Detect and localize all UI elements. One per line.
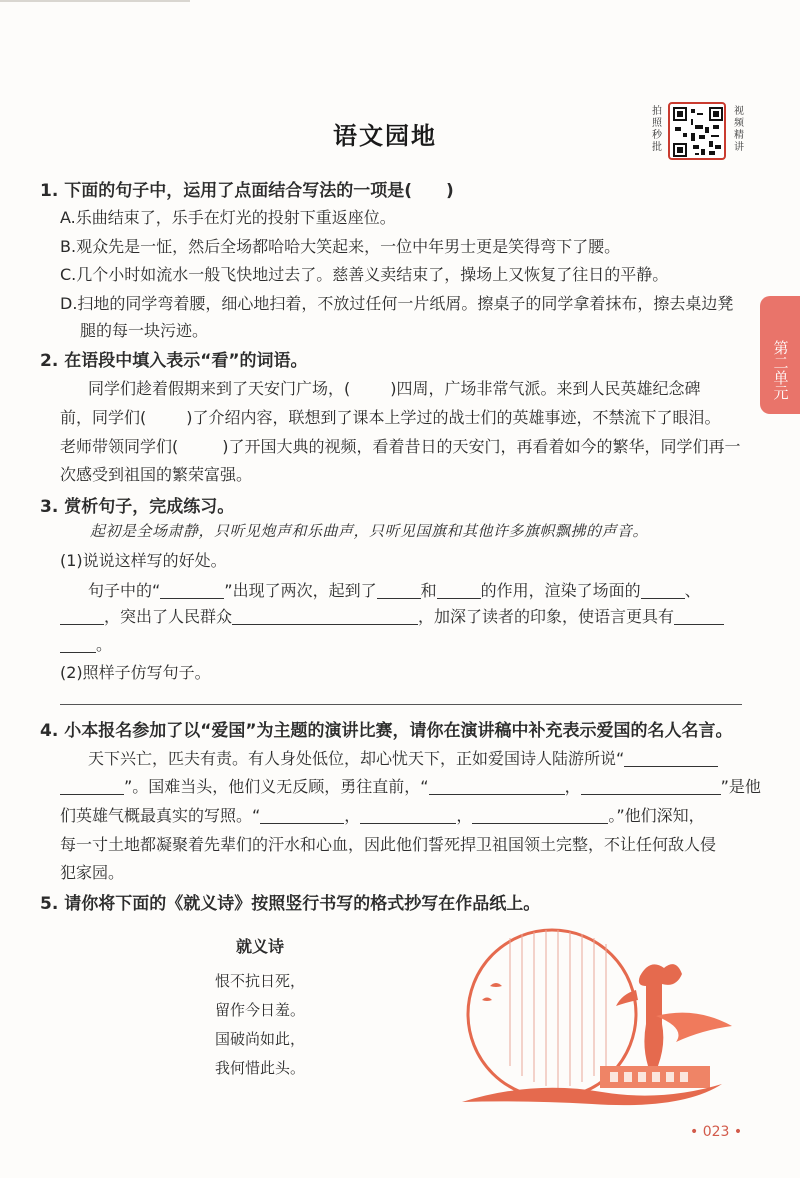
q4-text: ”是他 — [720, 777, 761, 796]
q4-blank-6[interactable] — [360, 806, 456, 824]
q2-text: 前，同学们( — [60, 408, 147, 427]
poem-title: 就义诗 — [235, 937, 284, 956]
q4-blank-4[interactable] — [581, 777, 721, 795]
q2-text: )四周，广场非常气派。来到人民英雄纪念碑 — [390, 379, 701, 398]
q2-line-2 — [60, 405, 721, 428]
q5-stem: 5. 请你将下面的《就义诗》按照竖行书写的格式抄写在作品纸上。 — [40, 894, 541, 914]
q2-text: 同学们趁着假期来到了天安门广场，( — [88, 379, 351, 398]
q2-text: 老师带领同学们( — [60, 437, 179, 456]
poem-line: 我何惜此头。 — [214, 1059, 305, 1077]
poem-line: 留作今日羞。 — [214, 1001, 305, 1019]
writing-paper-illustration[interactable] — [460, 916, 750, 1110]
q2-text: )了介绍内容，联想到了课本上学过的战士们的英雄事迹，不禁流下了眼泪。 — [186, 408, 721, 427]
q3-text: 的作用，渲染了场面的 — [480, 581, 641, 600]
q2-line-1 — [88, 376, 701, 399]
q4-line-2 — [60, 774, 761, 797]
qr-left-label: 拍照秒批 — [652, 106, 662, 153]
q4-text: 天下兴亡，匹夫有责。有人身处低位，却心忧天下，正如爱国诗人陆游所说“ — [88, 749, 625, 768]
q4-text: 们英雄气概最真实的写照。“ — [60, 806, 261, 825]
q2-stem: 2. 在语段中填入表示“看”的词语。 — [40, 351, 308, 371]
qr-right-label: 视频精讲 — [734, 106, 744, 153]
q3-text: 、 — [684, 581, 701, 600]
qr-code-block[interactable] — [648, 100, 748, 160]
q3-blank-6[interactable] — [232, 607, 418, 625]
q3-blank-3[interactable] — [437, 581, 481, 599]
q3-blank-4[interactable] — [641, 581, 685, 599]
q3-sub1: (1)说说这样写的好处。 — [60, 551, 227, 570]
q3-text: ”出现了两次，起到了 — [224, 581, 377, 600]
q2-blank-2[interactable] — [146, 408, 186, 426]
q4-text: ”。国难当头，他们义无反顾，勇往直前，“ — [124, 777, 429, 796]
q3-sub2: (2)照样子仿写句子。 — [60, 663, 211, 682]
q4-line-4: 每一寸土地都凝聚着先辈们的汗水和心血，因此他们誓死捍卫祖国领土完整，不让任何敌人侵 — [60, 835, 717, 854]
q1-stem: 1. 下面的句子中，运用了点面结合写法的一项是( ) — [40, 181, 454, 201]
unit-side-tab[interactable]: 第二单元 — [760, 296, 800, 414]
q4-blank-2[interactable] — [60, 777, 124, 795]
q3-blank-2[interactable] — [377, 581, 421, 599]
q3-line-2 — [60, 604, 724, 627]
q1-option-b[interactable]: B.观众先是一怔，然后全场都哈哈大笑起来，一位中年男士更是笑得弯下了腰。 — [60, 237, 621, 256]
q4-blank-7[interactable] — [472, 806, 608, 824]
q4-line-1 — [88, 746, 718, 769]
q1-option-d[interactable]: D.扫地的同学弯着腰，细心地扫着，不放过任何一片纸屑。擦桌子的同学拿着抹布，擦去桌边凳 — [60, 294, 734, 313]
q1-option-a[interactable]: A.乐曲结束了，乐手在灯光的投射下重返座位。 — [60, 208, 396, 227]
page-number: • 023 • — [690, 1124, 743, 1140]
page-title: 语文园地 — [333, 122, 437, 150]
q3-text: ，突出了人民群众 — [104, 607, 233, 626]
q4-blank-1[interactable] — [624, 749, 718, 767]
top-divider — [0, 0, 190, 2]
poem-line: 恨不抗日死， — [214, 972, 305, 990]
q2-blank-1[interactable] — [350, 379, 390, 397]
q4-stem: 4. 小本报名参加了以“爱国”为主题的演讲比赛，请你在演讲稿中补充表示爱国的名人名言。 — [40, 721, 733, 741]
q1-option-c[interactable]: C.几个小时如流水一般飞快地过去了。慈善义卖结束了，操场上又恢复了往日的平静。 — [60, 265, 669, 284]
q3-quote: 起初是全场肃静，只听见炮声和乐曲声，只听见国旗和其他许多旗帜飘拂的声音。 — [90, 522, 649, 540]
q1-option-d-cont: 腿的每一块污迹。 — [80, 321, 209, 340]
q2-line-4: 次感受到祖国的繁荣富强。 — [60, 465, 253, 484]
q3-line-1 — [88, 578, 701, 601]
q3-text: ，加深了读者的印象，使语言更具有 — [418, 607, 675, 626]
q3-blank-7[interactable] — [674, 607, 724, 625]
q4-text: ， — [344, 806, 361, 825]
q2-line-3 — [60, 434, 741, 457]
q3-text: 。 — [96, 635, 113, 654]
q4-text: ， — [564, 777, 581, 796]
q4-blank-3[interactable] — [429, 777, 565, 795]
q3-blank-5[interactable] — [60, 607, 104, 625]
q3-stem: 3. 赏析句子，完成练习。 — [40, 497, 235, 517]
qr-code-icon[interactable] — [668, 102, 726, 160]
q4-text: 。”他们深知， — [608, 806, 705, 825]
q4-blank-5[interactable] — [260, 806, 344, 824]
q3-line-3 — [60, 632, 112, 655]
poem-line: 国破尚如此， — [214, 1030, 305, 1048]
q4-line-5: 犯家园。 — [60, 863, 125, 882]
q4-text: ， — [456, 806, 473, 825]
q4-line-3 — [60, 803, 705, 826]
q2-blank-3[interactable] — [178, 437, 222, 455]
q3-text: 句子中的“ — [88, 581, 161, 600]
q3-answer-line[interactable] — [60, 704, 742, 705]
poem-block — [200, 934, 320, 1083]
q3-blank-8[interactable] — [60, 635, 96, 653]
q2-text: )了开国大典的视频，看着昔日的天安门，再看着如今的繁华，同学们再一 — [222, 437, 741, 456]
q3-blank-1[interactable] — [160, 581, 224, 599]
q3-text: 和 — [420, 581, 437, 600]
